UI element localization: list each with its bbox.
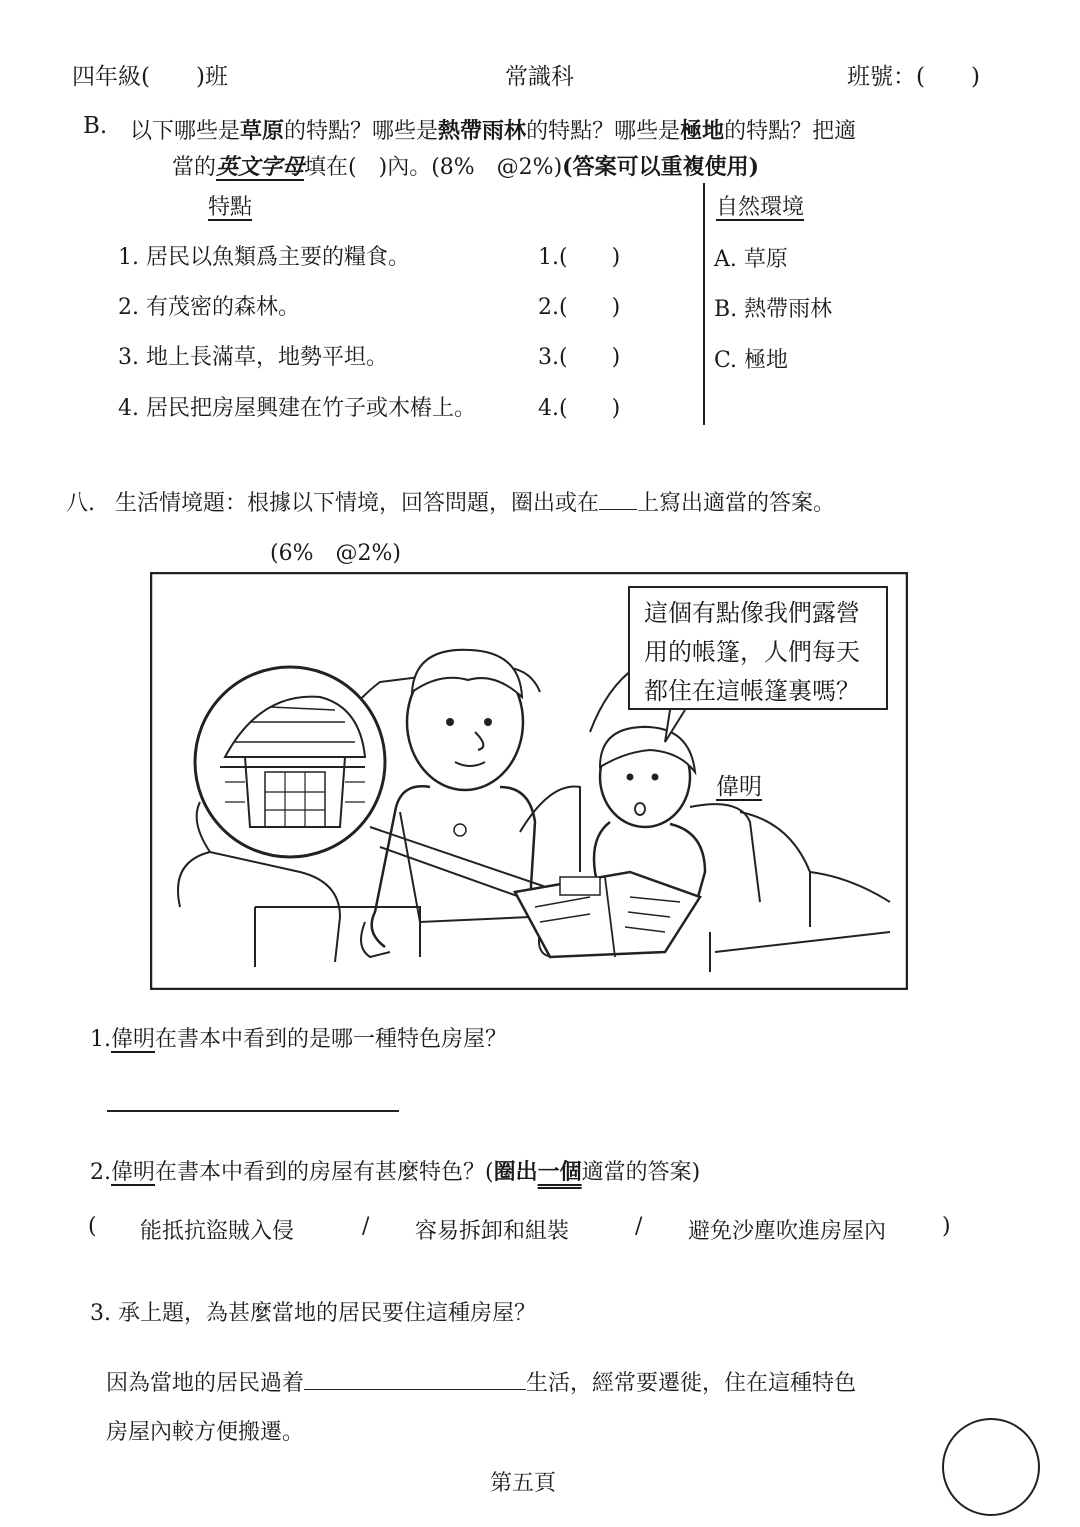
answer-line-q1[interactable]: [107, 1110, 399, 1112]
table-divider: [703, 183, 705, 425]
section-b-marker: B.: [83, 113, 108, 139]
grade-class-field: 四年級( )班: [72, 64, 228, 90]
speech-line-2: 用的帳篷，人們每天: [644, 638, 860, 666]
speech-line-3: 都住在這帳篷裏嗎？: [644, 677, 860, 705]
answer-blank-1[interactable]: 1.( ): [538, 245, 621, 270]
instruction-blank: [599, 491, 637, 510]
answer-blank-3[interactable]: 3.( ): [538, 345, 621, 370]
environment-option-b: B. 熱帶雨林: [714, 297, 833, 322]
feature-item-3: 3. 地上長滿草，地勢平坦。: [118, 345, 388, 370]
answer-sentence-line1: 因為當地的居民過着 生活，經常要遷徙，住在這種特色: [106, 1371, 857, 1396]
feature-item-2: 2. 有茂密的森林。: [118, 295, 300, 320]
section-b-question-line1: 以下哪些是草原的特點？哪些是熱帶雨林的特點？哪些是極地的特點？把適: [130, 118, 857, 144]
answer-blank-q3[interactable]: [304, 1371, 526, 1390]
answer-blank-4[interactable]: 4.( ): [538, 396, 621, 421]
boy-name-label: 偉明: [716, 774, 762, 800]
option-easy-assemble[interactable]: 容易拆卸和組裝: [415, 1219, 570, 1244]
options-close-paren: ): [942, 1214, 951, 1239]
seat-number-field: 班號：( ): [847, 64, 980, 90]
option-divider-1: /: [362, 1214, 370, 1239]
section-b-question-line2: 當的英文字母填在( )內。(8% @2%)(答案可以重複使用): [172, 154, 759, 180]
subject-title: 常識科: [505, 64, 574, 90]
speech-bubble: [628, 586, 888, 710]
question-3: 3. 承上題，為甚麼當地的居民要住這種房屋？: [90, 1301, 536, 1326]
features-column-header: 特點: [208, 195, 253, 220]
question-1: 1.偉明在書本中看到的是哪一種特色房屋？: [90, 1027, 508, 1052]
page-number: 第五頁: [490, 1471, 557, 1496]
speech-line-1: 這個有點像我們露營: [644, 599, 860, 627]
environment-column-header: 自然環境: [716, 195, 805, 220]
answer-sentence-line2: 房屋內較方便搬遷。: [106, 1420, 305, 1445]
options-open-paren: (: [88, 1214, 97, 1239]
environment-option-c: C. 極地: [714, 348, 789, 373]
environment-option-a: A. 草原: [714, 247, 788, 272]
answer-blank-2[interactable]: 2.( ): [538, 295, 621, 320]
option-divider-2: /: [635, 1214, 643, 1239]
feature-item-4: 4. 居民把房屋興建在竹子或木樁上。: [118, 396, 476, 421]
option-resist-thieves[interactable]: 能抵抗盜賊入侵: [140, 1219, 295, 1244]
feature-item-1: 1. 居民以魚類爲主要的糧食。: [118, 245, 410, 270]
section-8-marker: 八.: [66, 491, 95, 516]
question-2: 2.偉明在書本中看到的房屋有甚麼特色？(圈出一個適當的答案): [90, 1159, 701, 1185]
section-8-instructions: 生活情境題：根據以下情境，回答問題，圈出或在 上寫出適當的答案。: [115, 491, 836, 516]
section-8-score: (6% @2%): [270, 541, 401, 566]
option-block-sand[interactable]: 避免沙塵吹進房屋內: [688, 1219, 887, 1244]
score-circle: [942, 1418, 1040, 1516]
